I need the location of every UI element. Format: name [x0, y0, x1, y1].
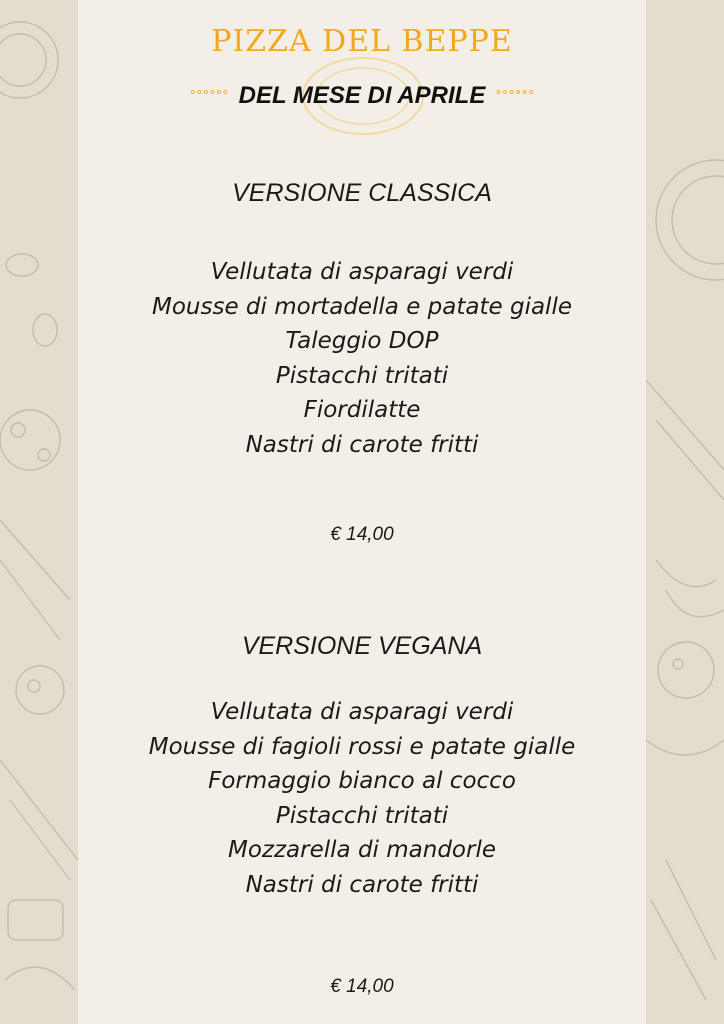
list-item: Formaggio bianco al cocco — [208, 768, 516, 794]
list-item: Fiordilatte — [303, 397, 421, 423]
section-title-vegana: VERSIONE VEGANA — [241, 632, 483, 660]
food-illustration-border — [646, 0, 724, 1024]
list-item: Mousse di mortadella e patate gialle — [152, 293, 572, 320]
ingredient-list-vegana — [78, 695, 646, 902]
subtitle-row — [78, 82, 646, 110]
list-item: Nastri di carote fritti — [245, 431, 479, 458]
section-title-classica: VERSIONE CLASSICA — [232, 179, 492, 207]
page-subtitle: DEL MESE DI APRILE — [238, 82, 486, 109]
list-item: Mozzarella di mandorle — [228, 837, 496, 863]
list-item: Vellutata di asparagi verdi — [210, 699, 514, 725]
left-food-illustration-border — [0, 0, 78, 1024]
food-illustration-border — [0, 0, 78, 1024]
price-classica: € 14,00 — [330, 524, 394, 545]
list-item: Nastri di carote fritti — [245, 871, 479, 898]
ornament-right: °°°°°° — [495, 88, 535, 104]
list-item: Pistacchi tritati — [275, 362, 449, 389]
list-item: Pistacchi tritati — [275, 802, 449, 829]
price-vegana: € 14,00 — [330, 976, 394, 997]
right-food-illustration-border — [646, 0, 724, 1024]
ingredient-list-classica — [78, 255, 646, 462]
menu-panel — [78, 0, 646, 1024]
list-item: Mousse di fagioli rossi e patate gialle — [148, 733, 576, 760]
ornament-left: °°°°°° — [189, 88, 229, 104]
list-item: Vellutata di asparagi verdi — [210, 259, 514, 285]
restaurant-title: PIZZA DEL BEPPE — [211, 24, 513, 59]
list-item: Taleggio DOP — [285, 328, 439, 354]
